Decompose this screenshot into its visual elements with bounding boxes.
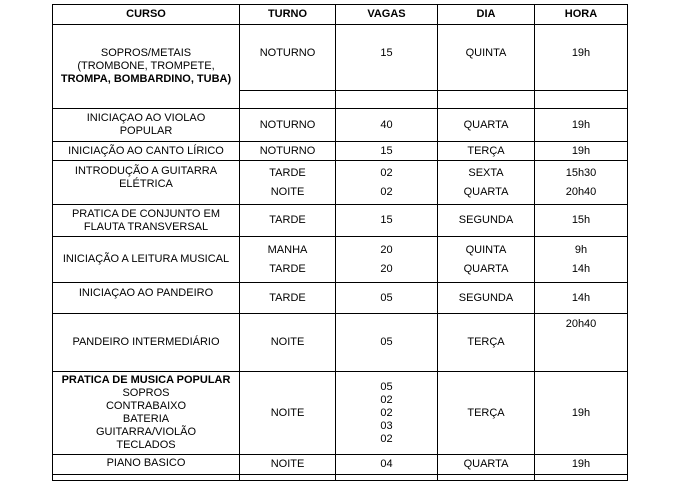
curso-cell: INICIAÇÃO AO CANTO LÍRICO [53, 142, 240, 161]
hora-cell: 9h 14h [535, 237, 628, 283]
turno-cell: TARDE NOITE [240, 161, 336, 205]
course-schedule-table [52, 4, 628, 481]
table-row [53, 237, 628, 283]
dia-cell: SEGUNDA [438, 205, 535, 237]
curso-cell: INTRODUÇÃO A GUITARRA ELÉTRICA [53, 161, 240, 205]
table-row-cut [53, 475, 628, 481]
dia-cell: SEGUNDA [438, 283, 535, 314]
turno-cell: NOITE [240, 455, 336, 475]
dia-cell: QUINTA [438, 25, 535, 91]
curso-cell: PRATICA DE CONJUNTO EM FLAUTA TRANSVERSAL [53, 205, 240, 237]
turno-cell: NOITE [240, 314, 336, 372]
table-row [53, 205, 628, 237]
curso-cell: INICIAÇÃO A LEITURA MUSICAL [53, 237, 240, 283]
turno-cell: TARDE [240, 283, 336, 314]
header-dia: DIA [438, 5, 535, 25]
hora-cell: 19h [535, 372, 628, 455]
vagas-cell: 05 [336, 314, 438, 372]
table-row [53, 314, 628, 372]
vagas-cell: 05 02 02 03 02 [336, 372, 438, 455]
hora-cell: 14h [535, 283, 628, 314]
turno-cell: NOTURNO [240, 109, 336, 142]
curso-cell: INICIAÇAO AO PANDEIRO [53, 283, 240, 314]
table-row [53, 161, 628, 205]
turno-cell: NOITE [240, 372, 336, 455]
table-row [53, 109, 628, 142]
header-vagas: VAGAS [336, 5, 438, 25]
vagas-cell: 04 [336, 455, 438, 475]
vagas-cell: 20 20 [336, 237, 438, 283]
turno-cell: TARDE [240, 205, 336, 237]
hora-cell: 15h [535, 205, 628, 237]
turno-cell: NOTURNO [240, 142, 336, 161]
table-row [53, 25, 628, 91]
vagas-cell: 15 [336, 205, 438, 237]
vagas-cell: 40 [336, 109, 438, 142]
dia-cell: TERÇA [438, 314, 535, 372]
table-row [53, 455, 628, 475]
header-curso: CURSO [53, 5, 240, 25]
header-hora: HORA [535, 5, 628, 25]
hora-cell: 19h [535, 455, 628, 475]
dia-cell: QUARTA [438, 455, 535, 475]
dia-cell: QUINTA QUARTA [438, 237, 535, 283]
hora-cell: 19h [535, 109, 628, 142]
vagas-cell: 02 02 [336, 161, 438, 205]
dia-cell: TERÇA [438, 372, 535, 455]
header-turno: TURNO [240, 5, 336, 25]
hora-cell: 15h30 20h40 [535, 161, 628, 205]
turno-cell: MANHA TARDE [240, 237, 336, 283]
curso-cell: PIANO BASICO [53, 455, 240, 475]
dia-cell: TERÇA [438, 142, 535, 161]
curso-cell: INICIAÇAO AO VIOLAO POPULAR [53, 109, 240, 142]
vagas-cell: 15 [336, 25, 438, 91]
curso-cell: SOPROS/METAIS (TROMBONE, TROMPETE, TROMPA, BOMBARDINO, TUBA) [53, 25, 240, 109]
table-row [53, 372, 628, 455]
dia-cell: SEXTA QUARTA [438, 161, 535, 205]
curso-cell: PANDEIRO INTERMEDIÁRIO [53, 314, 240, 372]
dia-cell: QUARTA [438, 109, 535, 142]
vagas-cell: 05 [336, 283, 438, 314]
turno-cell: NOTURNO [240, 25, 336, 91]
vagas-cell: 15 [336, 142, 438, 161]
table-row [53, 283, 628, 314]
hora-cell: 19h [535, 25, 628, 91]
hora-cell: 20h40 [535, 314, 628, 372]
hora-cell: 19h [535, 142, 628, 161]
header-row [53, 5, 628, 25]
table-row [53, 142, 628, 161]
curso-cell: PRATICA DE MUSICA POPULAR SOPROS CONTRABAIXO BATERIA GUITARRA/VIOLÃO TECLADOS [53, 372, 240, 455]
